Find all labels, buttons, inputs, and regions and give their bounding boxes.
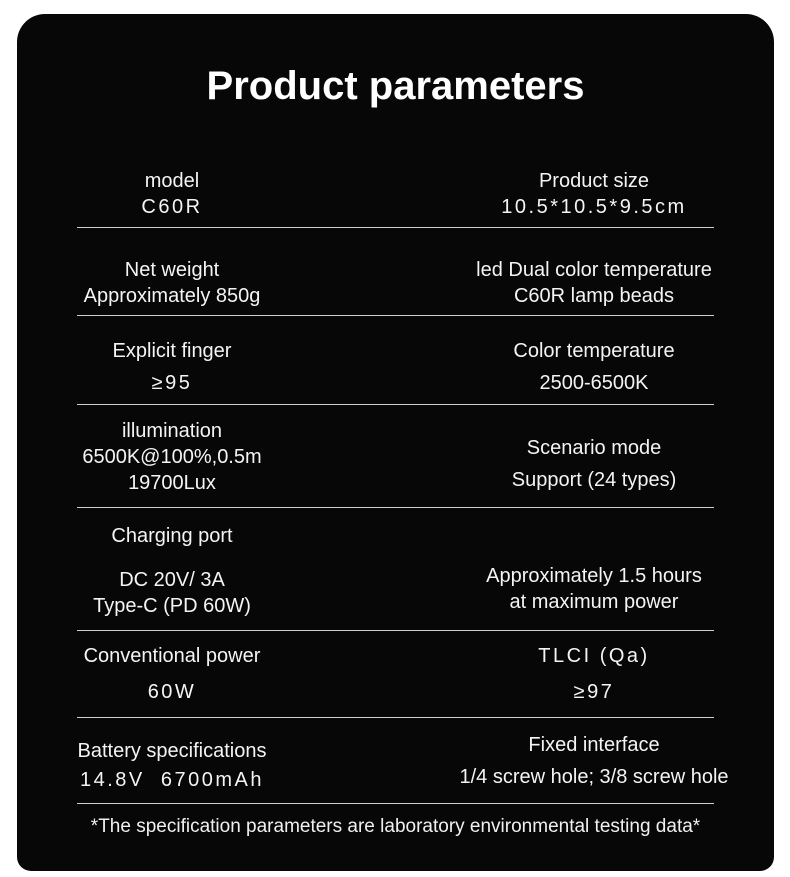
spec-value: 14.8V 6700mAh — [80, 769, 264, 791]
spec-value: DC 20V/ 3A — [119, 569, 225, 591]
spec-label: Scenario mode — [526, 437, 662, 459]
row-divider — [77, 404, 714, 405]
spec-cell-led-temperature — [444, 257, 744, 309]
spec-label: Product size — [538, 170, 650, 192]
spec-panel — [17, 14, 774, 871]
spec-label: Conventional power — [83, 645, 261, 667]
page-title: Product parameters — [206, 64, 585, 108]
spec-value: 2500-6500K — [539, 372, 649, 394]
spec-value: ≥97 — [573, 681, 615, 703]
spec-value: Type-C (PD 60W) — [93, 595, 251, 617]
spec-cell-scenario-mode — [444, 435, 744, 493]
spec-label: model — [144, 170, 200, 192]
spec-cell-battery — [57, 738, 287, 793]
spec-value: Support (24 types) — [511, 469, 677, 491]
spec-label: illumination — [121, 420, 223, 442]
spec-value: 10.5*10.5*9.5cm — [501, 196, 687, 218]
spec-label: led Dual color temperature — [476, 259, 712, 281]
spec-cell-conventional-power — [57, 643, 287, 705]
spec-label: Color temperature — [513, 340, 675, 362]
spec-value: ≥95 — [151, 372, 193, 394]
spec-cell-model — [57, 168, 287, 220]
row-divider — [77, 315, 714, 316]
spec-value: 19700Lux — [128, 472, 216, 494]
spec-label: TLCI (Qa) — [538, 645, 650, 667]
spec-value: C60R — [141, 196, 203, 218]
row-divider — [77, 227, 714, 228]
spec-cell-tlci — [444, 643, 744, 705]
spec-cell-product-size — [444, 168, 744, 220]
row-divider — [77, 630, 714, 631]
spec-cell-color-temperature — [444, 338, 744, 396]
spec-value: Approximately 850g — [83, 285, 261, 307]
footer-note: *The specification parameters are laboratory environmental testing data* — [90, 816, 701, 837]
spec-value: at maximum power — [509, 591, 679, 613]
spec-cell-net-weight — [57, 257, 287, 309]
spec-label: Fixed interface — [528, 734, 660, 756]
row-divider — [77, 507, 714, 508]
spec-label: Explicit finger — [112, 340, 232, 362]
spec-value: 60W — [147, 681, 197, 703]
spec-cell-explicit-finger — [57, 338, 287, 396]
spec-value: 6500K@100%,0.5m — [82, 446, 262, 468]
row-divider — [77, 717, 714, 718]
row-divider — [77, 803, 714, 804]
spec-cell-illumination — [57, 418, 287, 496]
spec-label: Battery specifications — [77, 740, 267, 762]
spec-label: Charging port — [111, 525, 233, 547]
spec-cell-fixed-interface — [444, 732, 744, 790]
spec-value: C60R lamp beads — [513, 285, 675, 307]
spec-cell-charge-time — [444, 563, 744, 615]
spec-label: Net weight — [124, 259, 220, 281]
spec-cell-charging-port — [57, 523, 287, 619]
spec-value: Approximately 1.5 hours — [486, 565, 702, 587]
spec-value: 1/4 screw hole; 3/8 screw hole — [459, 766, 729, 788]
